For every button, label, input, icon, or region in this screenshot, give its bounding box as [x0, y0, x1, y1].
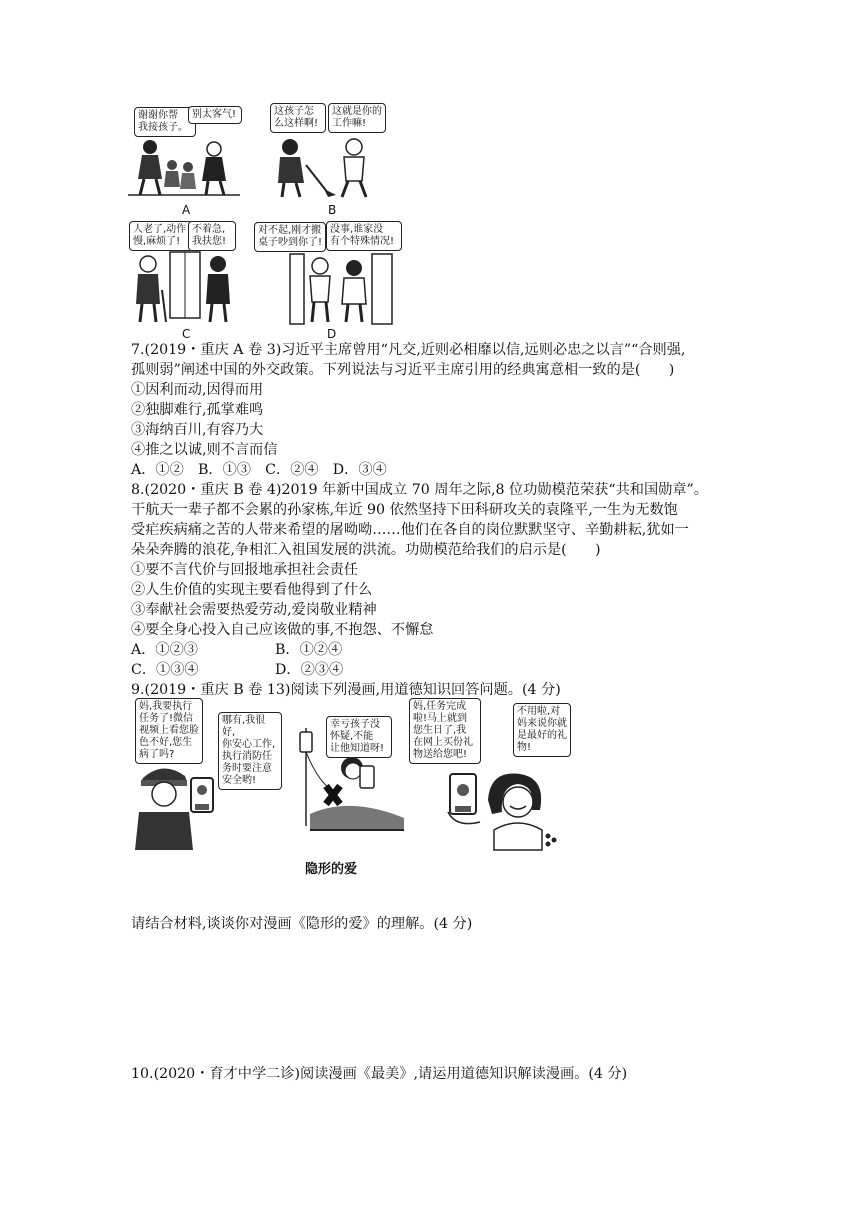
firefighter-illustration: [133, 760, 221, 850]
answer-choice: A．①②③: [131, 642, 198, 658]
speech-bubble: 妈,任务完成 啦!马上就到 您生日了,我 在网上买份礼 物送给您吧!: [409, 698, 481, 764]
speech-bubble: 不用啦,对 妈来说你就 是最好的礼 物!: [513, 703, 571, 757]
illustration-d: [286, 252, 396, 326]
option-line: ②人生价值的实现主要看他得到了什么: [131, 582, 373, 598]
question-text: 8.(2020・重庆 B 卷 4)2019 年新中国成立 70 周年之际,8 位功勋模范荣获“共和国勋章”。: [131, 482, 708, 498]
answer-choices: A．①② B．①③ C．②④ D．③④: [131, 462, 387, 478]
speech-bubble: 人老了,动作 慢,麻烦了!: [129, 221, 193, 251]
question-text: 7.(2019・重庆 A 卷 3)习近平主席曾用“凡交,近则必相靡以信,远则必忠之以言”“合则强,: [131, 342, 686, 358]
speech-bubble: 对不起,刚才搬 桌子吵到你了!: [254, 222, 326, 252]
option-line: ③奉献社会需要热爱劳动,爱岗敬业精神: [131, 602, 377, 618]
speech-bubble: 哪有,我很好, 你安心工作, 执行消防任 务时要注意 安全哟!: [218, 712, 282, 790]
question-text: 9.(2019・重庆 B 卷 13)阅读下列漫画,用道德知识回答问题。(4 分): [131, 682, 561, 698]
question-prompt: 请结合材料,谈谈你对漫画《隐形的爱》的理解。(4 分): [131, 916, 473, 932]
illustration-c: [130, 250, 240, 326]
mother-illustration: [480, 770, 560, 850]
option-line: ①要不言代价与回报地承担社会责任: [131, 562, 359, 578]
illustration-a: [128, 135, 240, 199]
speech-bubble: 这孩子怎 么这样啊!: [270, 103, 326, 133]
comic-caption: 隐形的爱: [305, 862, 358, 877]
speech-bubble: 幸亏孩子没 怀疑,不能 让他知道呀!: [326, 716, 392, 758]
option-line: ④要全身心投入自己应该做的事,不抱怨、不懈怠: [131, 622, 434, 638]
panel-label: B: [328, 203, 337, 217]
option-line: ①因利而动,因得而用: [131, 382, 264, 398]
answer-choice: D．②③④: [275, 662, 344, 678]
speech-bubble: 没事,谁家没 有个特殊情况!: [326, 221, 402, 251]
question-text: 受疟疾病痛之苦的人带来希望的屠呦呦……他们在各自的岗位默默坚守、辛勤耕耘,犹如一: [131, 522, 689, 538]
question-text: 孤则弱”阐述中国的外交政策。下列说法与习近平主席引用的经典寓意相一致的是( ): [131, 362, 675, 378]
speech-bubble: 别太客气!: [188, 106, 242, 124]
option-line: ④推之以诚,则不言而信: [131, 442, 278, 458]
answer-choice: B．①②④: [275, 642, 343, 658]
panel-label: A: [182, 203, 191, 217]
panel-label: C: [182, 327, 191, 341]
answer-choice: C．①③④: [131, 662, 199, 678]
speech-bubble: 谢谢你帮 我接孩子。: [134, 107, 196, 137]
option-line: ②独脚难行,孤掌难鸣: [131, 402, 264, 418]
speech-bubble: 妈,我要执行 任务了!微信 视频上看您脸 色不好,您生 病了吗?: [135, 698, 203, 764]
hospital-bed-illustration: [300, 726, 408, 850]
speech-bubble: 不着急, 我扶您!: [188, 221, 236, 251]
panel-label: D: [327, 327, 337, 341]
question-text: 干航天一辈子都不会累的孙家栋,年近 90 依然坚持下田科研攻关的袁隆平,一生为无数饱: [131, 502, 678, 518]
speech-bubble: 这就是你的 工作嘛!: [328, 103, 386, 133]
question-text: 朵朵奔腾的浪花,争相汇入祖国发展的洪流。功勋模范给我们的启示是( ): [131, 542, 601, 558]
question-text: 10.(2020・育才中学二诊)阅读漫画《最美》,请运用道德知识解读漫画。(4 分): [131, 1066, 628, 1082]
option-line: ③海纳百川,有容乃大: [131, 422, 264, 438]
illustration-b: [266, 135, 386, 199]
